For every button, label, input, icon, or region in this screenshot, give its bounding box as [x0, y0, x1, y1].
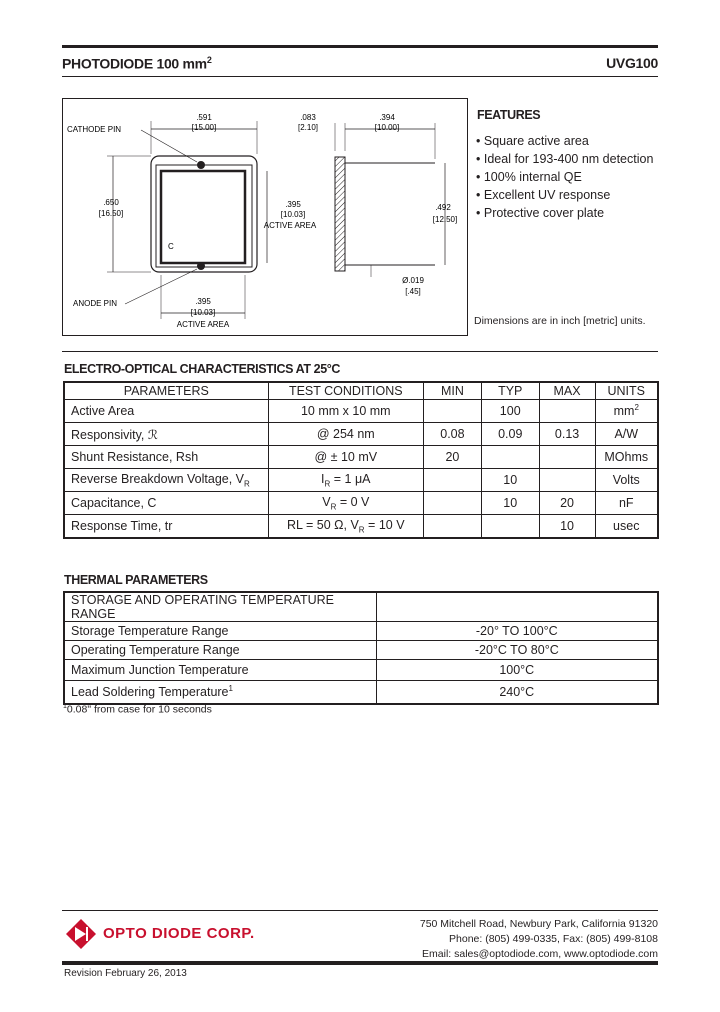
revision-date: Revision February 26, 2013 — [64, 968, 187, 979]
side-view-body — [335, 157, 345, 271]
col-max: MAX — [539, 382, 595, 400]
table-row: Response Time, tr RL = 50 Ω, $V_R = 10$ V 10 usec — [64, 515, 658, 539]
feature-item: • Ideal for 193-400 nm detection — [476, 152, 654, 166]
features-heading: FEATURES — [477, 108, 541, 122]
table-row: Capacitance, C $V_R = 0$ V 10 20 nF — [64, 492, 658, 515]
col-units: UNITS — [595, 382, 658, 400]
dim-492-metric: [12.50] — [432, 215, 458, 224]
feature-item: • 100% internal QE — [476, 170, 582, 184]
feature-item: • Excellent UV response — [476, 188, 611, 202]
cathode-pin-label: CATHODE PIN — [67, 125, 122, 134]
col-parameters: PARAMETERS — [64, 382, 268, 400]
table-row: Reverse Breakdown Voltage, $V_R$ $I_R = 1$ μA 10 Volts — [64, 469, 658, 492]
company-email[interactable]: Email: sales@optodiode.com, www.optodiode.com — [422, 948, 658, 960]
table-row: Maximum Junction Temperature 100°C — [64, 660, 658, 681]
active-area-label-right: ACTIVE AREA — [263, 221, 317, 230]
table-row: Shunt Resistance, Rsh @ ± 10 mV 20 MOhms — [64, 446, 658, 469]
dim-650-metric: [16.50] — [98, 209, 124, 218]
dim-083: .083 — [300, 113, 316, 122]
table-row: Responsivity, ℛ @ 254 nm 0.08 0.09 0.13 A/W — [64, 423, 658, 446]
dim-395b: .395 — [195, 297, 211, 306]
dim-083-metric: [2.10] — [297, 123, 319, 132]
cathode-pin-dot — [197, 161, 205, 169]
dim-591-metric: [15.00] — [191, 123, 217, 132]
package-inner — [156, 165, 252, 267]
thermal-heading: THERMAL PARAMETERS — [64, 573, 208, 587]
top-rule — [62, 45, 658, 48]
active-area-label-bottom: ACTIVE AREA — [176, 320, 230, 329]
page-title-sup: 2 — [206, 55, 212, 65]
col-test-conditions: TEST CONDITIONS — [268, 382, 423, 400]
mechanical-drawing — [62, 98, 468, 336]
dim-019: Ø.019 — [402, 276, 424, 285]
part-number: UVG100 — [606, 55, 658, 71]
features-list — [476, 132, 653, 222]
company-address: 750 Mitchell Road, Newbury Park, California 91320 — [419, 918, 658, 930]
thermal-table — [63, 591, 659, 705]
dim-395a: .395 — [285, 200, 301, 209]
col-min: MIN — [424, 382, 482, 400]
page-title-text: PHOTODIODE 100 mm — [62, 55, 207, 72]
feature-item: • Square active area — [476, 134, 589, 148]
eo-table — [63, 381, 659, 539]
page-title — [62, 55, 212, 72]
section-rule — [62, 351, 658, 352]
company-phone: Phone: (805) 499-0335, Fax: (805) 499-8108 — [449, 933, 658, 945]
table-row: Operating Temperature Range -20°C TO 80°C — [64, 641, 658, 660]
thermal-footnote: $^1$0.08" from case for 10 seconds — [63, 703, 212, 716]
drawing-svg — [63, 99, 467, 335]
company-name: OPTO DIODE CORP. — [103, 925, 255, 942]
package-outer — [151, 156, 257, 272]
dim-492: .492 — [435, 203, 451, 212]
header-rule — [62, 76, 658, 77]
feature-item: • Protective cover plate — [476, 206, 605, 220]
table-row: Active Area 10 mm x 10 mm 100 $mm^2$ — [64, 400, 658, 423]
company-address-block — [420, 917, 658, 962]
dimensions-note: Dimensions are in inch [metric] units. — [474, 315, 646, 327]
eo-header-row — [64, 382, 658, 400]
thermal-header-row: STORAGE AND OPERATING TEMPERATURE RANGE — [64, 592, 658, 622]
footer-rule — [62, 910, 658, 911]
dim-591: .591 — [196, 113, 212, 122]
dim-395b-metric: [10.03] — [190, 308, 216, 317]
bottom-rule — [62, 961, 658, 965]
dim-394: .394 — [379, 113, 395, 122]
c-mark: C — [168, 242, 174, 251]
dim-650: .650 — [103, 198, 119, 207]
table-row: Storage Temperature Range -20° TO 100°C — [64, 622, 658, 641]
dim-394-metric: [10.00] — [374, 123, 400, 132]
dim-395a-metric: [10.03] — [280, 210, 306, 219]
table-row: Lead Soldering Temperature$^1$ 240°C — [64, 681, 658, 705]
eo-heading: ELECTRO-OPTICAL CHARACTERISTICS AT 25°C — [64, 362, 340, 376]
anode-pin-label: ANODE PIN — [73, 299, 118, 308]
dim-019-metric: [.45] — [405, 287, 421, 296]
col-typ: TYP — [481, 382, 539, 400]
anode-pin-dot — [197, 262, 205, 270]
